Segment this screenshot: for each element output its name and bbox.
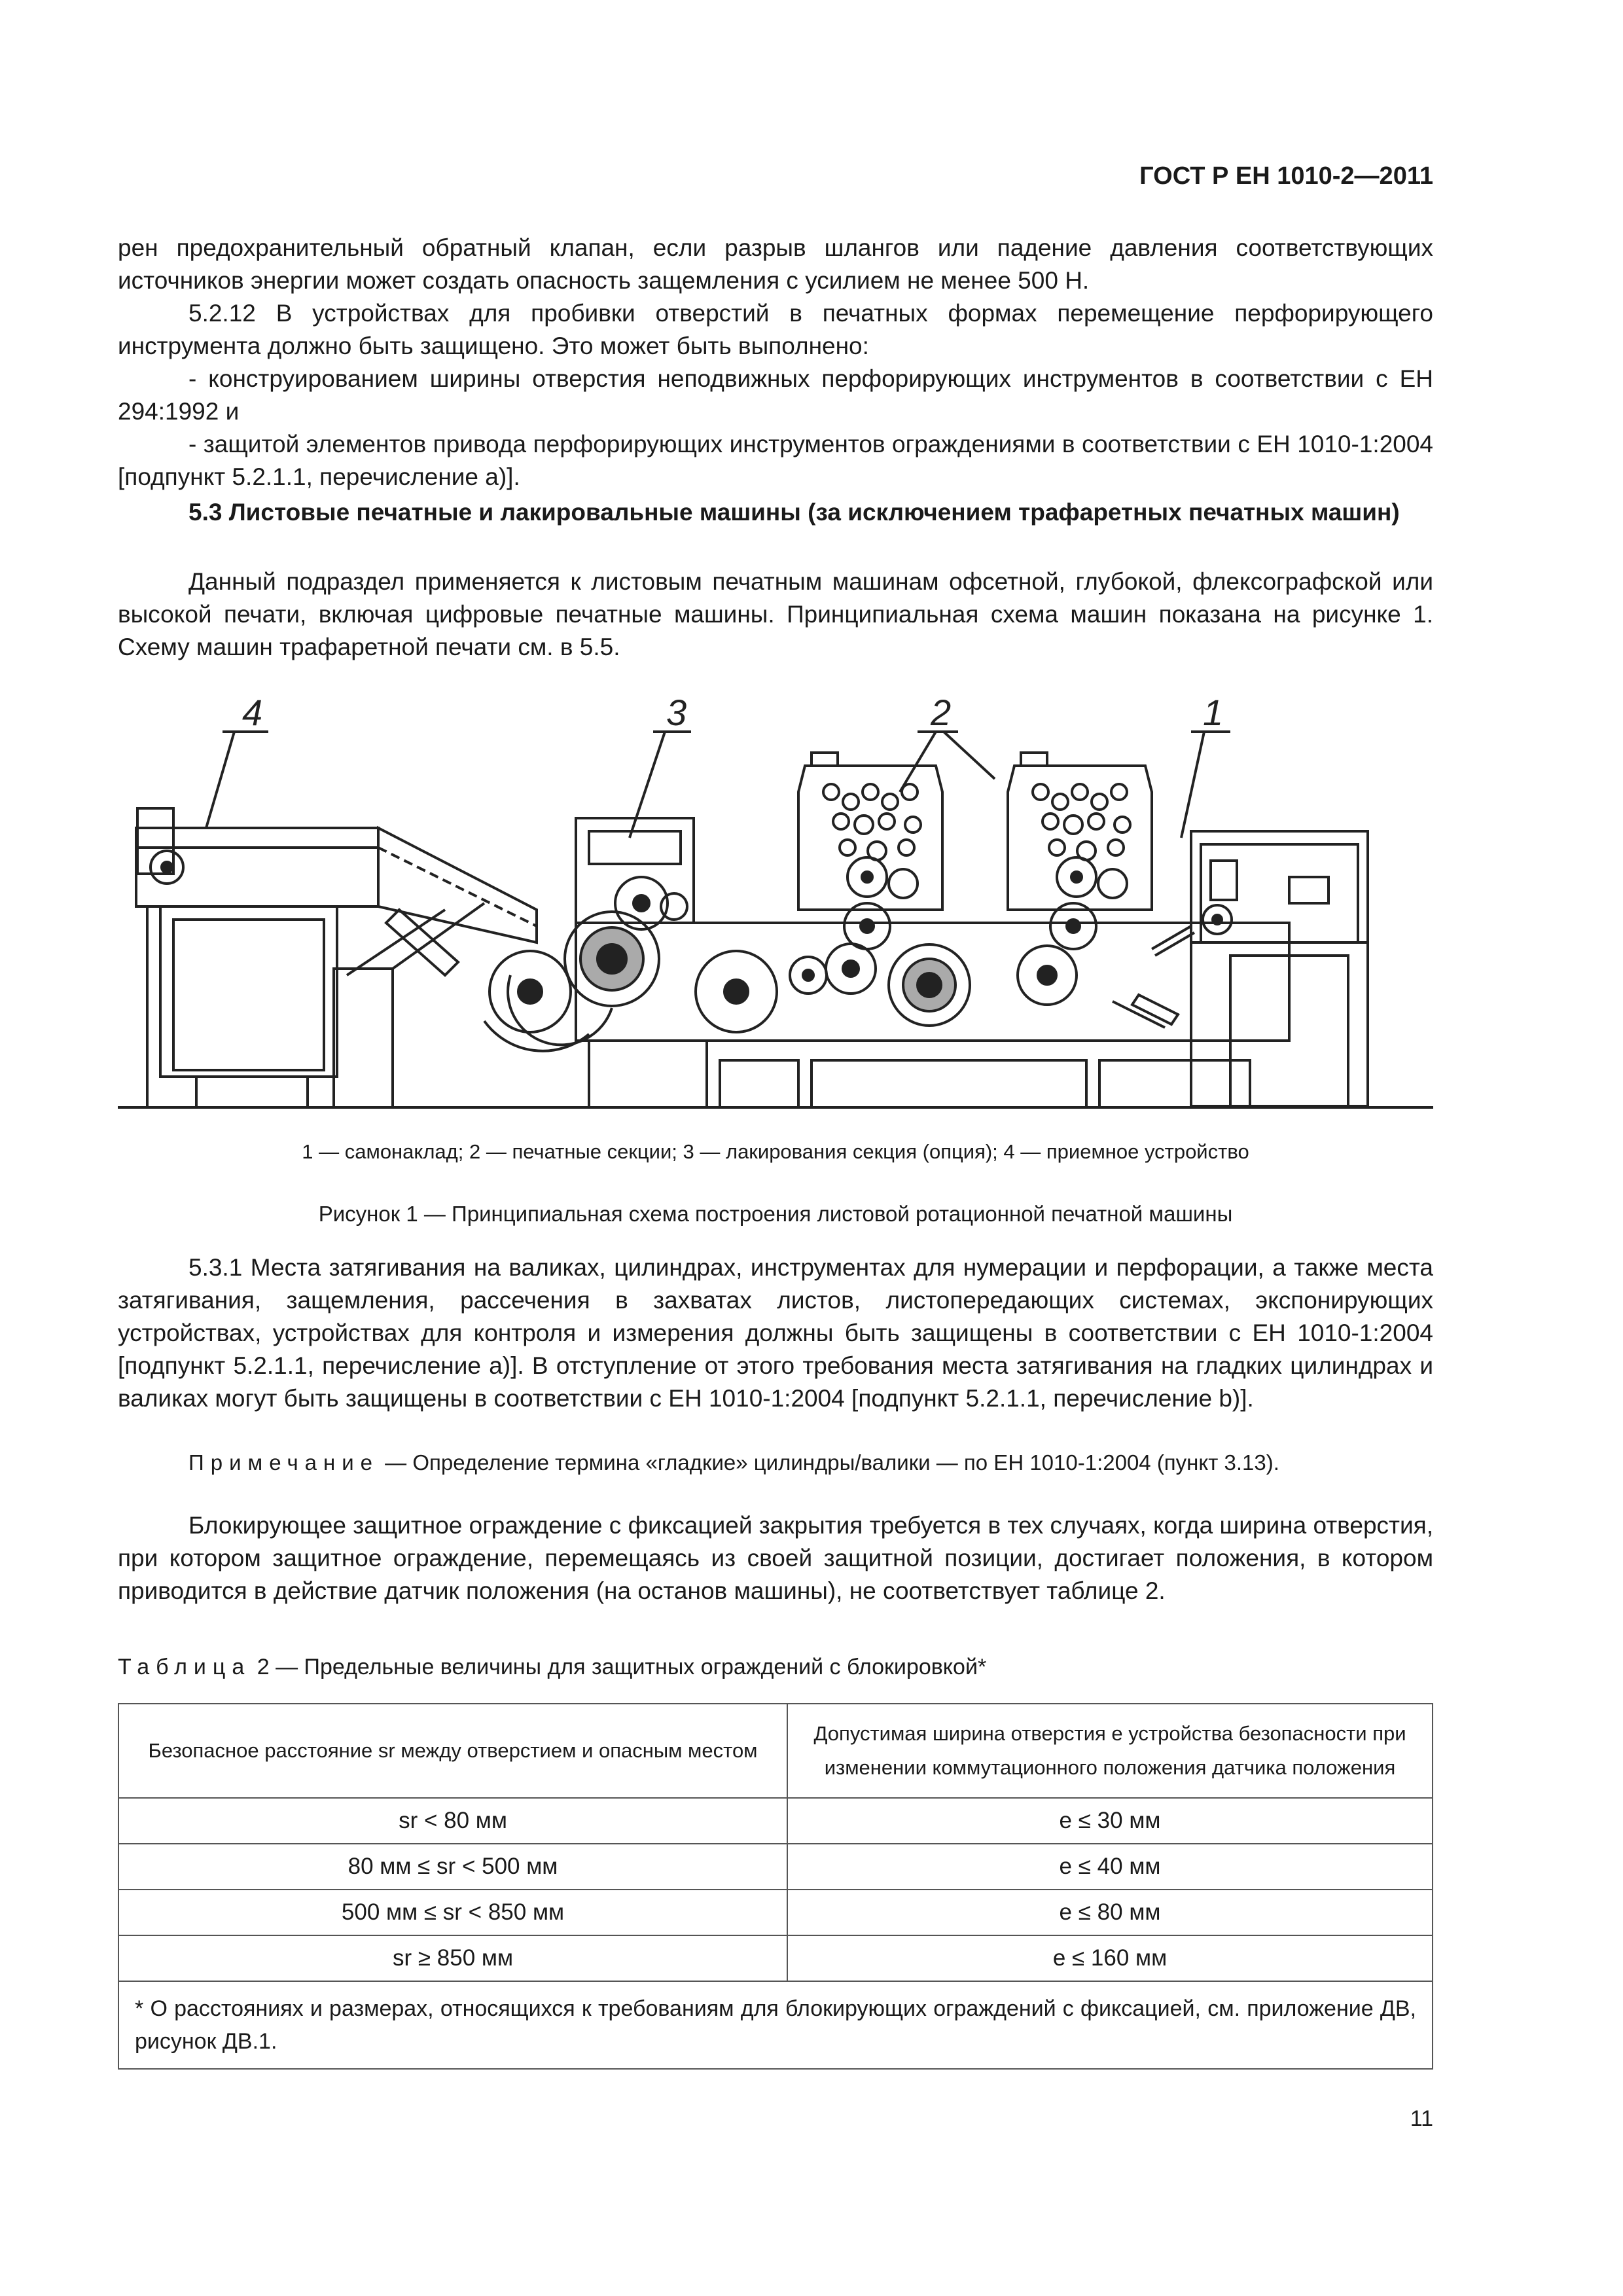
page-number: 11 bbox=[1410, 2106, 1433, 2131]
delivery-unit bbox=[136, 808, 537, 1107]
table-cell: 500 мм ≤ sr < 850 мм bbox=[118, 1890, 787, 1935]
paragraph-5-3-1: 5.3.1 Места затягивания на валиках, цилиндрах, инструментах для нумерации и перфорации, а также места затягивания, защемления, рассечения в захватах листов, листопередающих системах, экспонирующих устройствах, устройствах для контроля и измерения должны быть защищены в соответствии с ЕН 1010-1:2004 [подпункт 5.2.1.1, перечисление а)]. В отступление от этого требования места затягивания на гладких цилиндрах и валиках могут быть защищены в соответствии с ЕН 1010-1:2004 [подпункт 5.2.1.1, перечисление b)]. bbox=[118, 1254, 1433, 1412]
table-footnote: * О расстояниях и размерах, относящихся к требованиям для блокирующих ограждений с фиксацией, см. приложение ДВ, рисунок ДВ.1. bbox=[118, 1981, 1433, 2069]
table-cell: e ≤ 160 мм bbox=[787, 1935, 1433, 1981]
list-item-2: - защитой элементов привода перфорирующих инструментов ограждениями в соответствии с ЕН 1010-1:2004 [подпункт 5.2.1.1, перечисление а)]. bbox=[118, 431, 1433, 490]
printing-machine-schematic bbox=[118, 694, 1433, 1126]
callout-1 bbox=[1181, 694, 1230, 838]
table-cell: sr ≥ 850 мм bbox=[118, 1935, 787, 1981]
printing-unit-2 bbox=[1008, 753, 1178, 1028]
paragraph-interlock: Блокирующее защитное ограждение с фиксацией закрытия требуется в тех случаях, когда ширина отверстия, при котором защитное ограждение, перемещаясь из своей защитной позиции, достигает положения, в котором приводится в действие датчик положения (на останов машины), не соответствует таблице 2. bbox=[118, 1512, 1433, 1604]
section-heading-5-3: 5.3 Листовые печатные и лакировальные машины (за исключением трафаретных печатных машин) bbox=[188, 499, 1400, 526]
table-header-row bbox=[118, 1704, 1433, 1798]
paragraph-continuation: рен предохранительный обратный клапан, если разрыв шлангов или падение давления соответствующих источников энергии может создать опасность защемления с усилием не менее 500 Н. bbox=[118, 234, 1433, 294]
note-label: Примечание bbox=[188, 1450, 380, 1475]
figure-caption: Рисунок 1 — Принципиальная схема построения листовой ротационной печатной машины bbox=[318, 1202, 1233, 1226]
paragraph-5-2-12: 5.2.12 В устройствах для пробивки отверстий в печатных формах перемещение перфорирующего инструмента должно быть защищено. Это может быть выполнено: bbox=[118, 300, 1433, 359]
table-row bbox=[118, 1935, 1433, 1981]
limits-table bbox=[118, 1703, 1433, 2070]
table-row bbox=[118, 1844, 1433, 1890]
base-frame bbox=[576, 923, 1289, 1107]
table-cell: sr < 80 мм bbox=[118, 1798, 787, 1844]
table-title bbox=[118, 1655, 1433, 1680]
table-footnote-row bbox=[118, 1981, 1433, 2069]
callout-2 bbox=[900, 694, 995, 792]
table-cell: 80 мм ≤ sr < 500 мм bbox=[118, 1844, 787, 1890]
coating-unit bbox=[484, 818, 694, 1051]
svg-text:2: 2 bbox=[931, 694, 952, 733]
document-code-header: ГОСТ Р ЕН 1010-2—2011 bbox=[1139, 162, 1433, 190]
table-row bbox=[118, 1890, 1433, 1935]
table-cell: e ≤ 40 мм bbox=[787, 1844, 1433, 1890]
table-row bbox=[118, 1798, 1433, 1844]
transfer-cylinder bbox=[696, 951, 827, 1032]
list-item-1: - конструированием ширины отверстия неподвижных перфорирующих инструментов в соответствии с ЕН 294:1992 и bbox=[118, 365, 1433, 425]
svg-text:4: 4 bbox=[242, 694, 263, 733]
table-cell: e ≤ 30 мм bbox=[787, 1798, 1433, 1844]
feeder-unit bbox=[1152, 831, 1368, 1106]
callout-4 bbox=[206, 694, 268, 828]
figure-legend: 1 — самонаклад; 2 — печатные секции; 3 — лакирования секция (опция); 4 — приемное устройство bbox=[302, 1140, 1249, 1163]
callout-3 bbox=[630, 694, 691, 838]
table-cell: e ≤ 80 мм bbox=[787, 1890, 1433, 1935]
table-header-cell: Безопасное расстояние sr между отверстием и опасным местом bbox=[118, 1704, 787, 1798]
table-label: Таблица bbox=[118, 1655, 251, 1679]
table-title-text: 2 — Предельные величины для защитных ограждений с блокировкой* bbox=[251, 1655, 987, 1679]
note-text: — Определение термина «гладкие» цилиндры/валики — по ЕН 1010-1:2004 (пункт 3.13). bbox=[379, 1450, 1279, 1475]
svg-text:1: 1 bbox=[1203, 694, 1224, 733]
svg-text:3: 3 bbox=[666, 694, 687, 733]
paragraph-5-3-intro: Данный подраздел применяется к листовым печатным машинам офсетной, глубокой, флексографской или высокой печати, включая цифровые печатные машины. Принципиальная схема машин показана на рисунке 1. Схему машин трафаретной печати см. в 5.5. bbox=[118, 568, 1433, 660]
table-header-cell: Допустимая ширина отверстия e устройства безопасности при изменении коммутационного положения датчика положения bbox=[787, 1704, 1433, 1798]
note-paragraph bbox=[118, 1446, 1433, 1479]
